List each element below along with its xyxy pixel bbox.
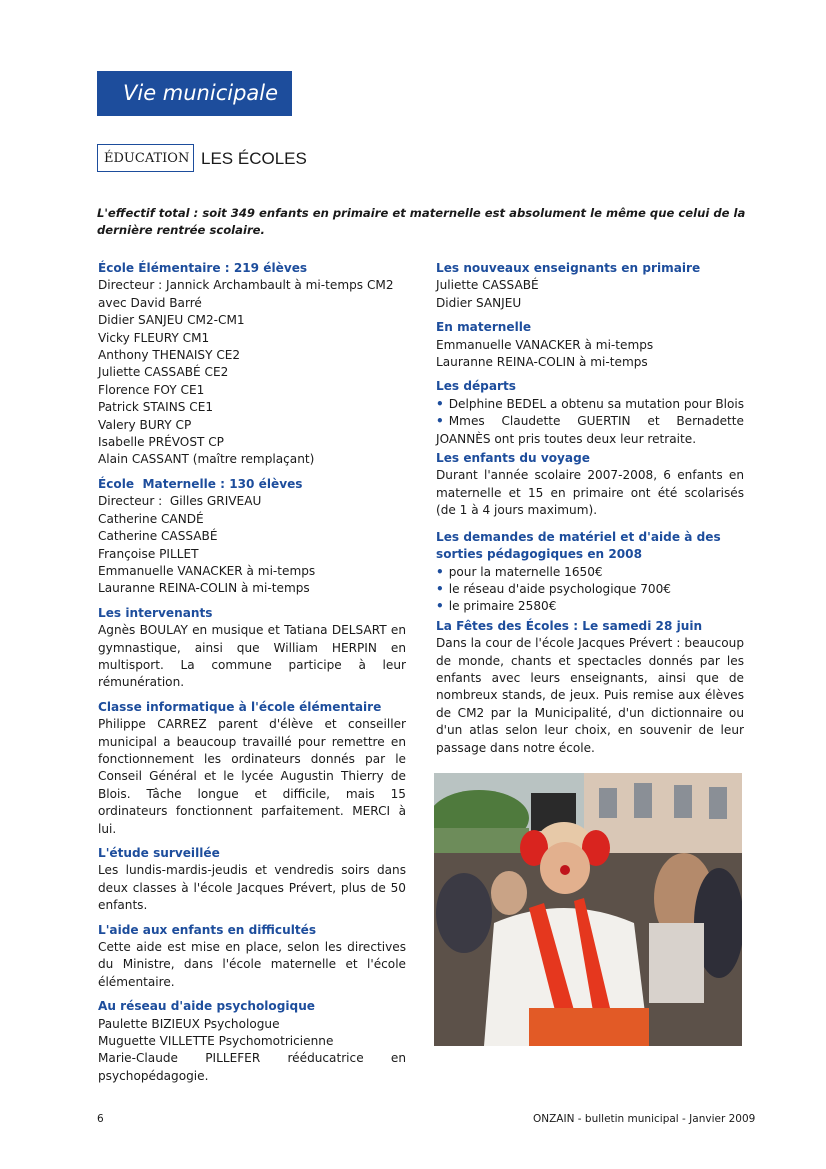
- list-item: Marie-Claude PILLEFER rééducatrice en psychopédagogie.: [98, 1051, 406, 1083]
- informatique-text: Philippe CARREZ parent d'élève et conseiller municipal a beaucoup travaillé pour remettre en fonctionnement les ordinateurs donnés par le Conseil Général et le lycée Augustin Thierry de Blois. Tâche longue et difficile, mais 15 ordinateurs fonctionnent parfaitement. MERCI à lui.: [98, 717, 406, 836]
- list-item: Didier SANJEU CM2-CM1: [98, 313, 245, 328]
- list-item: Juliette CASSABÉ CE2: [98, 365, 229, 380]
- list-item: Isabelle PRÉVOST CP: [98, 435, 224, 450]
- list-item: • Delphine BEDEL a obtenu sa mutation pour Blois: [436, 396, 745, 411]
- list-item: • Mmes Claudette GUERTIN et Bernadette JOANNÈS ont pris toutes deux leur retraite.: [436, 414, 744, 446]
- list-item: Emmanuelle VANACKER à mi-temps: [436, 337, 654, 352]
- list-item: Didier SANJEU: [436, 295, 522, 310]
- section-banner: Vie municipale: [97, 71, 292, 116]
- bullet-icon: •: [436, 581, 444, 596]
- list-item: Directeur : Jannick Archambault à mi-temps CM2: [98, 278, 394, 293]
- section-tag: ÉDUCATION: [97, 144, 194, 172]
- voyage-text: Durant l'année scolaire 2007-2008, 6 enfants en maternelle et 15 en primaire ont été scolarisés (de 1 à 4 jours maximum).: [436, 468, 744, 518]
- heading-aide-enfants: L'aide aux enfants en difficultés: [98, 922, 317, 937]
- heading-intervenants: Les intervenants: [98, 605, 213, 620]
- aide-text: Cette aide est mise en place, selon les directives du Ministre, dans l'école maternelle et l'école élémentaire.: [98, 940, 406, 989]
- heading-en-maternelle: En maternelle: [436, 320, 532, 335]
- list-item: Catherine CASSABÉ: [98, 529, 218, 544]
- list-item: Lauranne REINA-COLIN à mi-temps: [98, 581, 310, 596]
- list-item: Patrick STAINS CE1: [98, 400, 214, 415]
- list-item: • le primaire 2580€: [436, 599, 557, 614]
- heading-fetes-ecoles: La Fêtes des Écoles : Le samedi 28 juin: [436, 618, 703, 633]
- list-item: avec David Barré: [98, 295, 202, 310]
- list-item: Catherine CANDÉ: [98, 511, 204, 526]
- list-item: Muguette VILLETTE Psychomotricienne: [98, 1034, 334, 1049]
- list-item: Emmanuelle VANACKER à mi-temps: [98, 563, 316, 578]
- list-item: Paulette BIZIEUX Psychologue: [98, 1016, 280, 1031]
- intro-paragraph: L'effectif total : soit 349 enfants en primaire et maternelle est absolument le même que celui de la dernière rentrée scolaire.: [97, 206, 746, 237]
- bullet-icon: •: [436, 414, 444, 429]
- heading-departs: Les départs: [436, 379, 516, 394]
- publication-footer: ONZAIN - bulletin municipal - Janvier 2009: [533, 1113, 756, 1125]
- list-item: Juliette CASSABÉ: [436, 278, 539, 293]
- fetes-text: Dans la cour de l'école Jacques Prévert : beaucoup de monde, chants et spectacles donnés par les enfants avec leurs enseignants, ainsi que de nombreux stands, de jeux. Puis remise aux élèves de CM2 par la Municipalité, d'un dictionnaire ou d'un atlas selon leur choix, en souvenir de leur passage dans notre école.: [436, 636, 744, 755]
- heading-enfants-voyage: Les enfants du voyage: [436, 451, 590, 466]
- heading-nouveaux-enseignants: Les nouveaux enseignants en primaire: [436, 261, 701, 275]
- heading-etude-surveillee: L'étude surveillée: [98, 846, 220, 860]
- list-item: Anthony THENAISY CE2: [98, 348, 241, 363]
- left-column: [98, 260, 406, 1085]
- bullet-icon: •: [436, 396, 444, 411]
- list-item: Directeur : Gilles GRIVEAU: [98, 494, 262, 509]
- list-item: • pour la maternelle 1650€: [436, 564, 603, 579]
- heading-reseau-aide: Au réseau d'aide psychologique: [98, 999, 316, 1014]
- heading-demandes-materiel: Les demandes de matériel et d'aide à des sorties pédagogiques en 2008: [436, 529, 721, 562]
- heading-classe-informatique: Classe informatique à l'école élémentaire: [98, 699, 382, 714]
- list-item: Valery BURY CP: [98, 417, 192, 432]
- intervenants-text: Agnès BOULAY en musique et Tatiana DELSART en gymnastique, ainsi que William HERPIN en multisport. La commune participe à leur rémunération.: [98, 623, 406, 690]
- bullet-icon: •: [436, 564, 444, 579]
- page-number: 6: [97, 1113, 104, 1125]
- bullet-icon: •: [436, 599, 444, 614]
- list-item: • le réseau d'aide psychologique 700€: [436, 581, 671, 596]
- school-fete-photo: [434, 773, 742, 1046]
- list-item: Lauranne REINA-COLIN à mi-temps: [436, 355, 648, 370]
- heading-ecole-maternelle: École Maternelle : 130 élèves: [98, 476, 303, 491]
- list-item: Florence FOY CE1: [98, 382, 205, 397]
- list-item: Alain CASSANT (maître remplaçant): [98, 452, 315, 467]
- heading-ecole-elementaire: École Élémentaire : 219 élèves: [98, 261, 308, 275]
- list-item: Françoise PILLET: [98, 546, 199, 561]
- right-column: [436, 260, 744, 757]
- page-title: LES ÉCOLES: [201, 149, 307, 168]
- list-item: Vicky FLEURY CM1: [98, 330, 210, 345]
- etude-text: Les lundis-mardis-jeudis et vendredis soirs dans deux classes à l'école Jacques Prévert, plus de 50 enfants.: [98, 863, 406, 913]
